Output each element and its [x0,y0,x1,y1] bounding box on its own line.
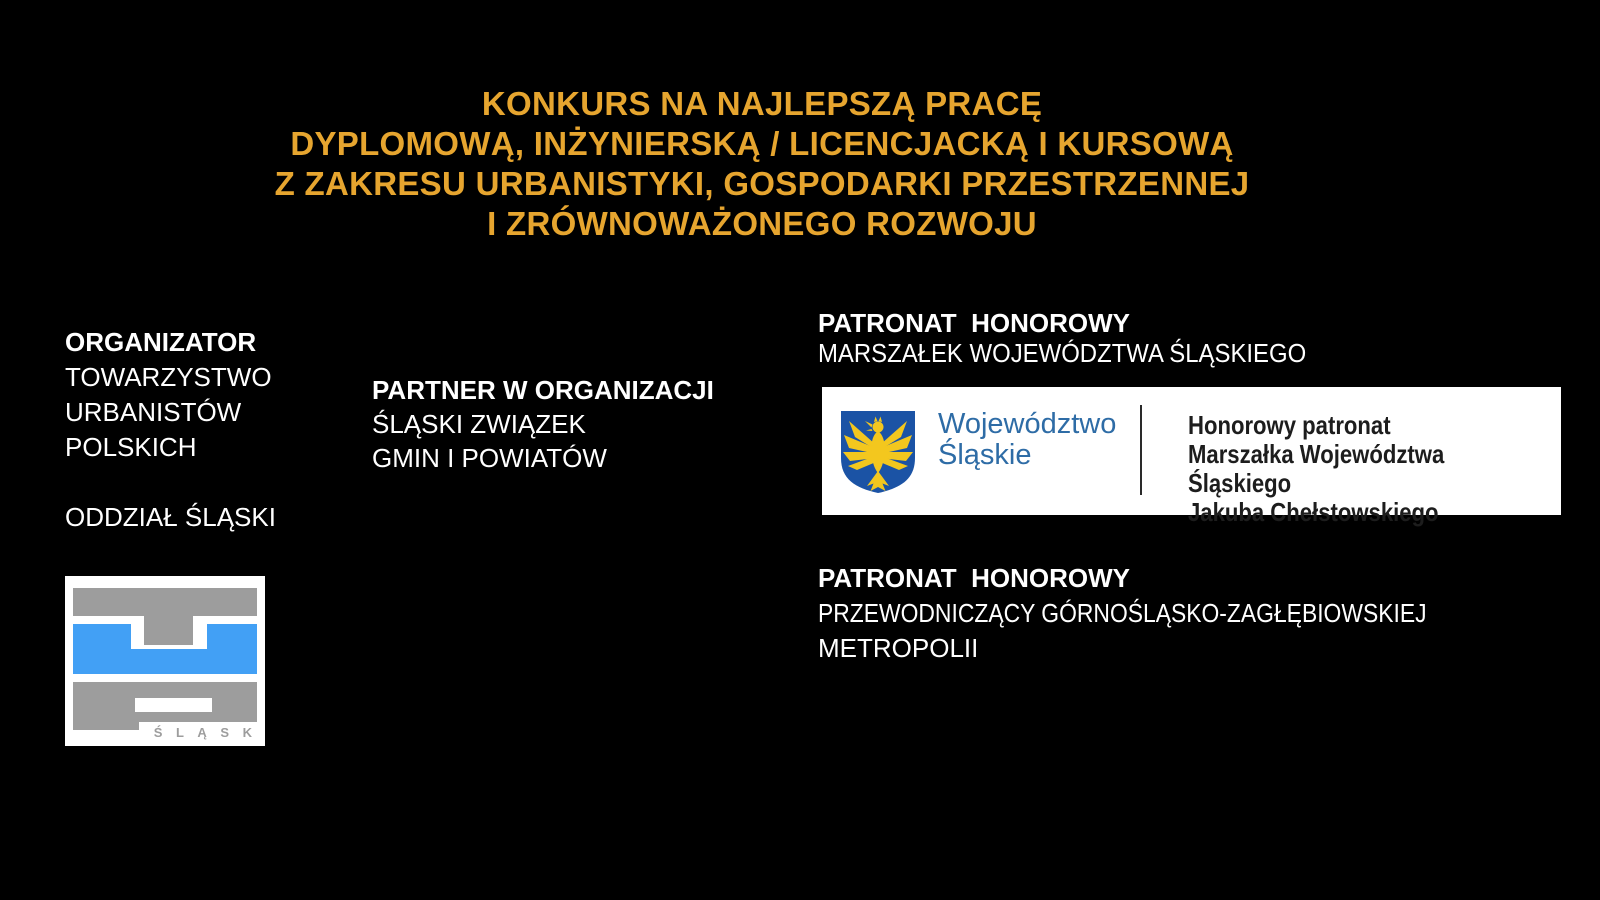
partner-section [372,373,714,475]
tup-silesia-logo [65,576,265,746]
organizer-section [65,325,276,535]
tup-logo-tab [144,616,193,645]
patronage-metropolis-section [818,561,1510,666]
region-name-line: Śląskie [938,439,1032,471]
slide-title [0,84,1524,244]
partner-line: ŚLĄSKI ZWIĄZEK [372,409,586,439]
honorary-patronage-banner [822,387,1561,527]
banner-divider [1140,405,1142,495]
patronage-marshal-section [818,308,1349,368]
organizer-name-line: URBANISTÓW [65,397,242,427]
tup-logo-caption: Ś L Ą S K [153,725,257,740]
organizer-name-line: POLSKICH [65,432,197,462]
partner-heading: PARTNER W ORGANIZACJI [372,375,714,405]
organizer-name-line: TOWARZYSTWO [65,362,272,392]
banner-patron-line: Jakuba Chełstowskiego [1188,497,1439,527]
patronage-metropolis-heading: PATRONAT HONOROWY [818,563,1130,593]
patronage-marshal-line: MARSZAŁEK WOJEWÓDZTWA ŚLĄSKIEGO [818,338,1307,368]
title-line: I ZRÓWNOWAŻONEGO ROZWOJU [487,205,1037,242]
silesia-coat-of-arms-icon [837,408,919,496]
banner-patron-line: Marszałka Województwa Śląskiego [1188,439,1445,498]
title-line: Z ZAKRESU URBANISTYKI, GOSPODARKI PRZESTRZENNEJ [274,165,1250,202]
tup-logo-foot [73,722,139,730]
region-name-line: Województwo [938,408,1117,440]
partner-line: GMIN I POWIATÓW [372,443,607,473]
title-line: KONKURS NA NAJLEPSZĄ PRACĘ [481,85,1043,122]
patronage-metropolis-line: METROPOLII [818,633,979,663]
title-line: DYPLOMOWĄ, INŻYNIERSKĄ / LICENCJACKĄ I KURSOWĄ [290,125,1234,162]
organizer-heading: ORGANIZATOR [65,327,257,357]
patronage-metropolis-line: PRZEWODNICZĄCY GÓRNOŚLĄSKO-ZAGŁĘBIOWSKIEJ [818,598,1427,628]
tup-logo-top-bar [73,588,257,616]
organizer-branch: ODDZIAŁ ŚLĄSKI [65,502,276,532]
banner-patron-text [1188,411,1505,527]
patronage-marshal-heading: PATRONAT HONOROWY [818,308,1130,338]
region-name [938,409,1116,471]
banner-patron-line: Honorowy patronat [1188,410,1391,440]
tup-logo-slot [135,698,212,712]
